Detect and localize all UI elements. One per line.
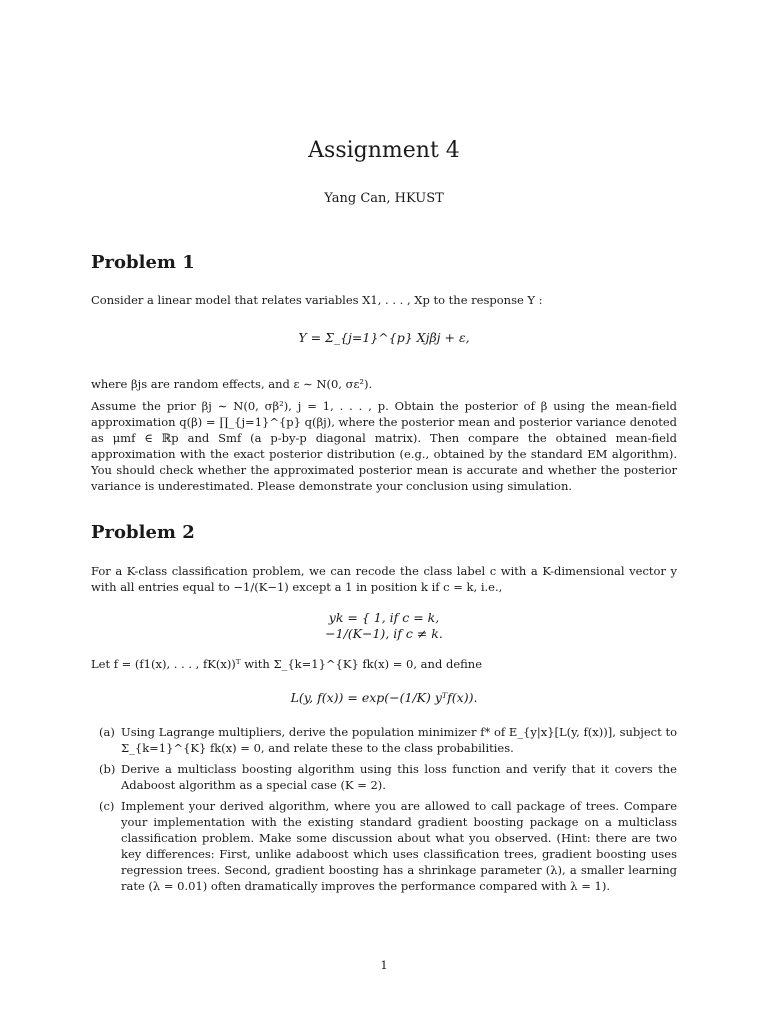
problem-1-intro: Consider a linear model that relates variables X1, . . . , Xp to the response Y : [91,293,543,307]
problem-1-equation: Y = Σ_{j=1}^{p} Xjβj + ε, [298,330,470,345]
problem-2-yk-case1: yk = { 1, if c = k, [328,610,440,625]
page-number: 1 [380,958,388,972]
problem-1-heading: Problem 1 [91,252,195,273]
item-label: (b) [99,762,116,776]
item-text: Using Lagrange multipliers, derive the population minimizer f* of E_{y|x}[L(y, f(x))], subject to Σ_{k=1}^{K} fk(x) = 0, and relate these to the class probabilities. [121,725,677,755]
item-text: Implement your derived algorithm, where you are allowed to call package of trees. Compare your implementation with the existing standard gradient boosting package on a multiclass classification problem. Make some discussion about what you observed. (Hint: there are two key differences: First, unlike adaboost which uses classification trees, gradient boosting uses regression trees. Second, gradient boosting has a shrinkage parameter (λ), a smaller learning rate (λ = 0.01) often dramatically improves the performance compared with λ = 1). [121,799,677,893]
problem-2-intro: For a K-class classification problem, we can recode the class label c with a K-dimensional vector y with all entries equal to −1/(K−1) except a 1 in position k if c = k, i.e., [91,564,677,594]
problem-1-body: Assume the prior βj ∼ N(0, σβ²), j = 1, . . . , p. Obtain the posterior of β using the mean-field approximation q(β) = ∏_{j=1}^{p} q(βj), where the posterior mean and posterior variance denoted as μmf ∈ ℝp and Smf (a p-by-p diagonal matrix). Then compare the obtained mean-field approximation with the exact posterior distribution (e.g., obtained by the standard EM algorithm). You should check whether the approximated posterior mean is accurate and whether the posterior variance is underestimated. Please demonstrate your conclusion using simulation. [91,399,677,493]
document-author: Yang Can, HKUST [324,191,444,206]
item-text: Derive a multiclass boosting algorithm using this loss function and verify that it covers the Adaboost algorithm as a special case (K = 2). [121,762,677,792]
list-item [91,761,677,793]
item-label: (c) [99,799,115,813]
problem-2-heading: Problem 2 [91,522,195,543]
problem-2-define: Let f = (f1(x), . . . , fK(x))ᵀ with Σ_{k=1}^{K} fk(x) = 0, and define [91,657,483,671]
problem-1-after-equation: where βjs are random effects, and ε ∼ N(0, σε²). [91,377,373,391]
item-label: (a) [99,725,115,739]
document-title: Assignment 4 [308,138,460,163]
list-item [91,798,677,894]
list-item [91,724,677,756]
problem-2-loss: L(y, f(x)) = exp(−(1/K) yᵀf(x)). [290,690,478,705]
problem-2-items [91,724,677,899]
problem-2-yk-case2: −1/(K−1), if c ≠ k. [325,626,443,641]
